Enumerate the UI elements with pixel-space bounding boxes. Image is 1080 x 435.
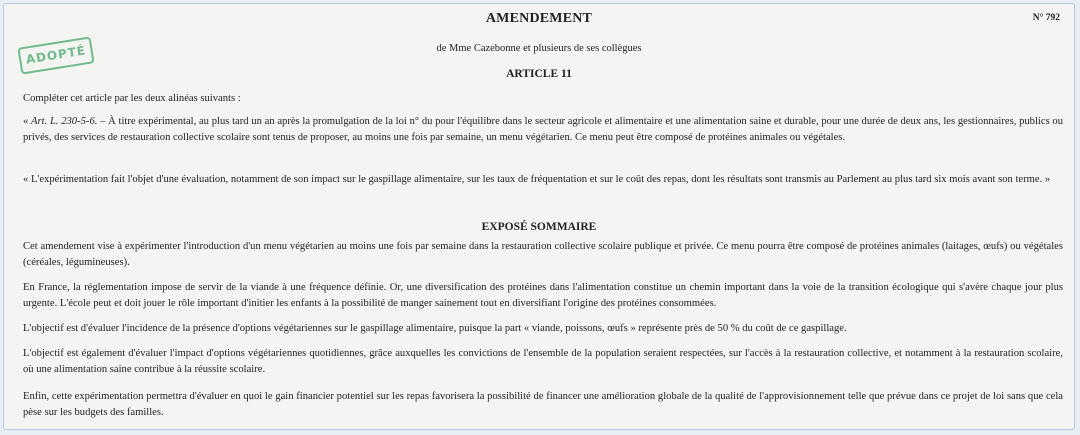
article-text: – À titre expérimental, au plus tard un an après la promulgation de la loi n° du pour l'équilibre dans le secteur agricole et alimentaire et une alimentation saine et durable, pour une durée de deux ans, les gestionnaires, publics ou privés, des services de restauration collective scolaire sont tenus de proposer, au moins une fois par semaine, un menu végétarien. Ce menu peut être composé de protéines animales ou végétales.: [23, 116, 1064, 143]
article-reference: Art. L. 230-5-6.: [31, 116, 98, 127]
adopted-stamp: ADOPTÉ: [17, 36, 94, 74]
expose-paragraph-1: Cet amendement vise à expérimenter l'introduction d'un menu végétarien au moins une fois par semaine dans la restauration collective scolaire publique et privée. Ce menu pourra être composé de protéines animales (laitages, œufs) ou végétales (céréales, légumineuses).: [23, 241, 1063, 268]
expose-paragraph-4: L'objectif est également d'évaluer l'impact d'options végétariennes quotidiennes, grâce auxquelles les convictions de l'ensemble de la population seraient respectées, sur l'accès à la restauration collective, et notamment à la restauration scolaire, où une alimentation saine contribue à la réussite scolaire.: [23, 348, 1063, 375]
article-heading: ARTICLE 11: [506, 68, 572, 80]
document-title: AMENDEMENT: [485, 11, 593, 26]
amendment-author: de Mme Cazebonne et plusieurs de ses collègues: [436, 43, 642, 54]
expose-paragraph-3: L'objectif est d'évaluer l'incidence de la présence d'options végétariennes sur le gaspillage alimentaire, puisque la part « viande, poissons, œufs » représente près de 50 % du coût de ce gaspillage.: [23, 323, 847, 334]
expose-heading: EXPOSÉ SOMMAIRE: [481, 221, 597, 233]
intro-paragraph: Compléter cet article par les deux alinéas suivants :: [23, 93, 241, 104]
quote-open: «: [23, 116, 32, 127]
amendment-document: [3, 3, 1075, 430]
amendment-number: N° 792: [1032, 13, 1060, 23]
article-text-paragraph: [23, 114, 1063, 146]
evaluation-paragraph: « L'expérimentation fait l'objet d'une évaluation, notamment de son impact sur le gaspillage alimentaire, sur les taux de fréquentation et sur le coût des repas, dont les résultats sont transmis au Parlement au plus tard six mois avant son terme. »: [23, 174, 1051, 185]
expose-paragraph-2: En France, la réglementation impose de servir de la viande à une fréquence définie. Or, une diversification des protéines dans l'alimentation constitue un chemin important dans la voie de la transition écologique qui s'avère chaque jour plus urgente. L'école peut et doit jouer le rôle important d'initier les enfants à la possibilité de manger sainement tout en diversifiant l'origine des protéines consommées.: [23, 282, 1063, 309]
expose-paragraph-5: Enfin, cette expérimentation permettra d'évaluer en quoi le gain financier potentiel sur les repas favorisera la possibilité de financer une amélioration globale de la qualité de l'approvisionnement telle que prévue dans ce projet de loi sans que cela pèse sur les budgets des familles.: [23, 391, 1063, 418]
